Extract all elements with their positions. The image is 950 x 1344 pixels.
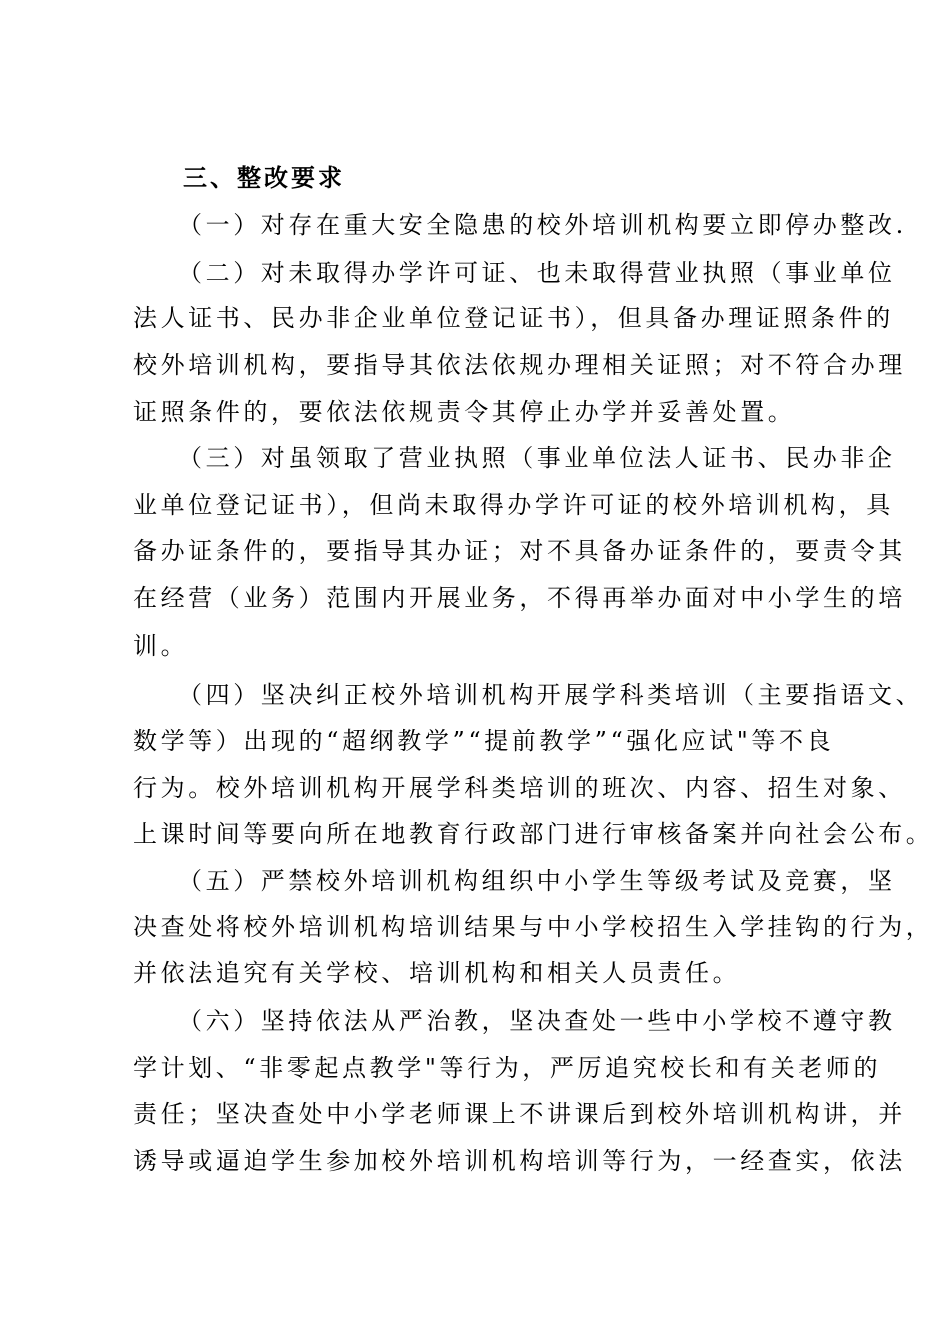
paragraph-5-line-3: 并依法追究有关学校、培训机构和相关人员责任。	[133, 959, 741, 987]
paragraph-3-line-1: （三）对虽领取了营业执照（事业单位法人证书、民办非企	[178, 444, 896, 472]
paragraph-3-line-2: 业单位登记证书），但尚未取得办学许可证的校外培训机构，具	[133, 491, 894, 519]
paragraph-4-line-3: 行为。校外培训机构开展学科类培训的班次、内容、招生对象、	[133, 774, 906, 802]
paragraph-1-line-1: （一）对存在重大安全隐患的校外培训机构要立即停办整改.	[178, 211, 907, 239]
paragraph-2-line-3: 校外培训机构，要指导其依法依规办理相关证照；对不符合办理	[133, 351, 906, 379]
paragraph-5-line-1: （五）严禁校外培训机构组织中小学生等级考试及竞赛，坚	[178, 867, 896, 895]
paragraph-4-line-2: 数学等）出现的“超纲教学”“提前教学”“强化应试"等不良	[133, 727, 835, 755]
paragraph-4-line-1: （四）坚决纠正校外培训机构开展学科类培训（主要指语文、	[178, 681, 924, 709]
paragraph-6-line-1: （六）坚持依法从严治教，坚决查处一些中小学校不遵守教	[178, 1007, 896, 1035]
paragraph-2-line-1: （二）对未取得办学许可证、也未取得营业执照（事业单位	[178, 259, 896, 287]
paragraph-2-line-4: 证照条件的，要依法依规责令其停止办学并妥善处置。	[133, 398, 796, 426]
paragraph-3-line-4: 在经营（业务）范围内开展业务，不得再举办面对中小学生的培	[133, 584, 906, 612]
paragraph-2-line-2: 法人证书、民办非企业单位登记证书），但具备办理证照条件的	[133, 304, 894, 332]
paragraph-6-line-4: 诱导或逼迫学生参加校外培训机构培训等行为，一经查实，依法	[133, 1147, 906, 1175]
paragraph-4-line-4: 上课时间等要向所在地教育行政部门进行审核备案并向社会公布。	[133, 820, 934, 848]
paragraph-5-line-2: 决查处将校外培训机构培训结果与中小学校招生入学挂钩的行为，	[133, 913, 934, 941]
paragraph-3-line-3: 备办证条件的，要指导其办证；对不具备办证条件的，要责令其	[133, 537, 906, 565]
paragraph-6-line-2: 学计划、“非零起点教学"等行为，严厉追究校长和有关老师的	[133, 1054, 882, 1082]
paragraph-3-line-5: 训。	[133, 632, 189, 660]
paragraph-6-line-3: 责任；坚决查处中小学老师课上不讲课后到校外培训机构讲，并	[133, 1100, 906, 1128]
section-heading: 三、整改要求	[183, 164, 345, 192]
